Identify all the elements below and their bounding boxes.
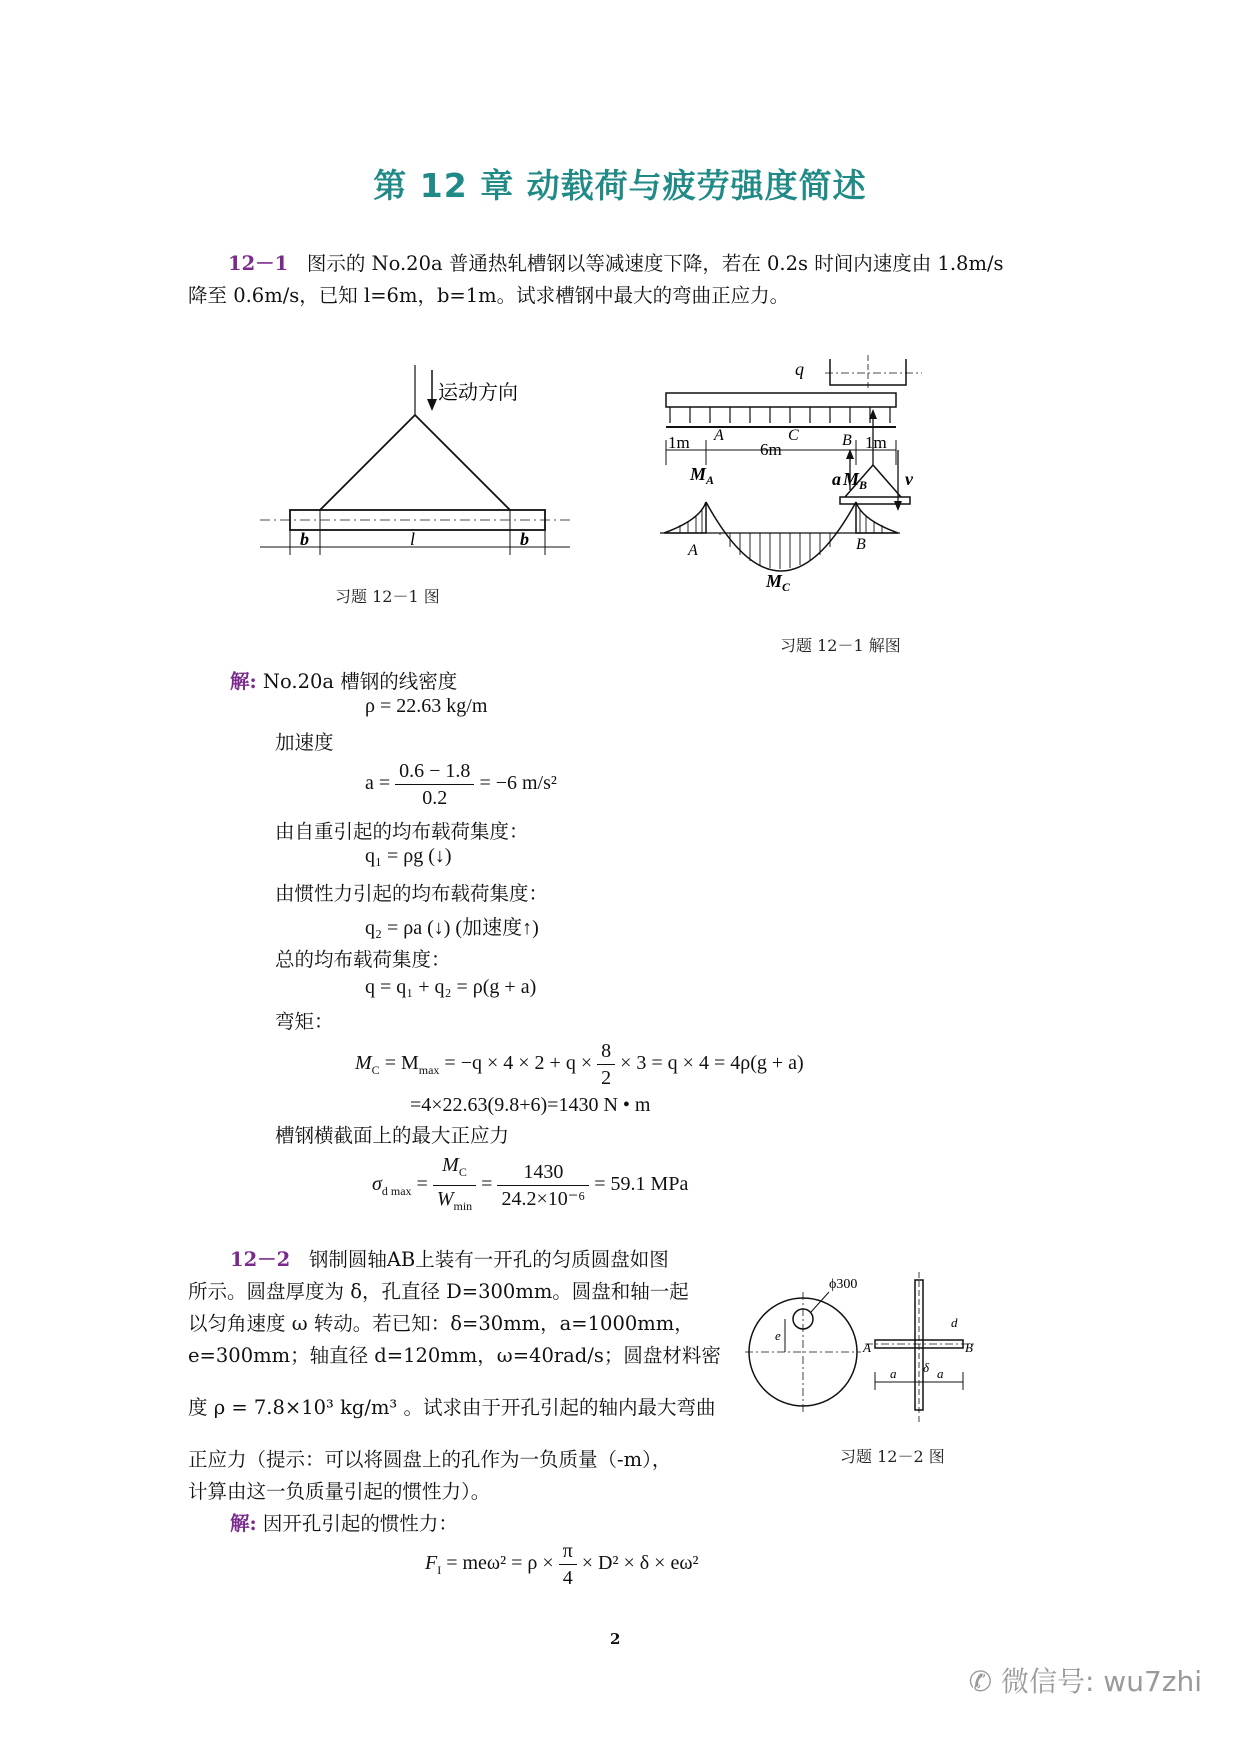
solution-text: 因开孔引起的惯性力： [262,1512,458,1535]
diagram-B: B [856,536,866,553]
dim-l: l [410,529,416,549]
problem-12-2-line5: 度 ρ = 7.8×10³ kg/m³ 。试求由于开孔引起的轴内最大弯曲 [188,1396,716,1419]
velocity-label: v [905,469,913,489]
problem-text: 图示的 No.20a 普通热轧槽钢以等减速度下降，若在 0.2s 时间内速度由 1.8m/s [306,252,1004,275]
dim-b-left: b [300,529,309,549]
eq-stress: $\sigma_{d max}$ = $\frac{M_C}{W_{min}}$ = $\frac{1430}{\text{24.2×10⁻⁶}}$ = 59.1 MPa [372,1154,689,1213]
figure-12-2-caption: 习题 12－2 图 [840,1447,945,1466]
dim-e: e [775,1328,781,1343]
solution-figure-12-1-caption: 习题 12－1 解图 [780,636,901,655]
moment-MC: $M_C$ [766,571,791,594]
dim-d: d [951,1315,958,1330]
watermark [969,1660,1202,1700]
moment-diagram-right [856,502,898,533]
dim-1m-left: 1m [668,433,690,452]
eq-inertia-force: $F_I = me\omega^2 = \rho$ × $\frac{\pi}{4}$ × D² × δ × eω² [425,1540,699,1589]
watermark-text: 微信号: wu7zhi [1000,1665,1202,1698]
moment-MB: $M_B$ [843,469,868,492]
diagram-A: A [688,542,698,559]
figure-12-1 [250,365,580,565]
page-title: 第 12 章 动载荷与疲劳强度简述 [373,166,867,205]
solution-label: 解: [230,1512,257,1535]
point-A: A [714,427,724,444]
dim-delta: δ [923,1360,930,1375]
moment-diagram-left [664,502,706,533]
load-q-label: q [795,359,804,379]
dim-a-left: a [890,1366,897,1381]
point-C: C [788,427,799,444]
problem-12-2-line3: 以匀角速度 ω 转动。若已知：δ=30mm，a=1000mm， [188,1312,694,1335]
solution-text: No.20a 槽钢的线密度 [262,670,458,693]
eq-moment-value: =4×22.63(9.8+6)=1430 N • m [410,1094,651,1116]
problem-number: 12－1 [228,252,289,275]
accel-label: a [832,469,841,489]
solution-12-1-intro [230,666,457,698]
moment-MA: $M_A$ [690,464,715,487]
solution-label: 解: [230,670,257,693]
dim-phi300: ϕ300 [829,1277,858,1292]
figure-12-1-caption: 习题 12－1 图 [335,587,440,606]
problem-12-1-line1 [228,248,1004,280]
eq-q1: q₁ = ρg (↓) [365,845,452,867]
figure-12-2 [745,1272,995,1432]
channel-section [830,359,906,385]
eq-q-total: q = q₁ + q₂ = ρ(g + a) [365,976,537,998]
problem-12-2-line1 [230,1244,669,1276]
eq-moment: $M_C = M_{max} = -q \times 4 \times 2 + q$ × $\frac{8}{2}$ × 3 = q × 4 = 4ρ(g + a) [355,1040,804,1089]
eq-q2: q₂ = ρa (↓) (加速度↑) [365,917,539,939]
solution-text-stress: 槽钢横截面上的最大正应力 [275,1124,510,1147]
dim-b-right: b [520,529,529,549]
motion-label: 运动方向 [438,382,518,404]
support-B: B [965,1340,973,1355]
solution-figure-12-1 [660,355,1040,605]
wechat-icon: ✆ [968,1665,993,1698]
problem-number: 12－2 [230,1248,291,1271]
problem-12-2-line4: e=300mm；轴直径 d=120mm，ω=40rad/s；圆盘材料密 [188,1344,721,1367]
problem-12-1-line2: 降至 0.6m/s，已知 l=6m，b=1m。试求槽钢中最大的弯曲正应力。 [188,284,790,307]
problem-12-2-line2: 所示。圆盘厚度为 δ，孔直径 D=300mm。圆盘和轴一起 [188,1280,689,1303]
problem-12-2-line6: 正应力（提示：可以将圆盘上的孔作为一负质量（-m）， [188,1448,672,1471]
solution-text-total: 总的均布载荷集度： [275,948,451,971]
dim-a-right: a [937,1366,944,1381]
solution-text-accel: 加速度 [275,731,334,754]
point-B: B [842,432,852,449]
eq-accel: a = $\frac{0.6 - 1.8}{0.2}$ = −6 m/s² [365,760,557,809]
support-A: A [863,1340,871,1355]
solution-12-2-intro [230,1508,458,1540]
solution-text-inertia: 由惯性力引起的均布载荷集度： [275,882,549,905]
dim-1m-right: 1m [865,433,887,452]
problem-12-2-line7: 计算由这一负质量引起的惯性力）。 [188,1480,491,1503]
solution-text-selfweight: 由自重引起的均布载荷集度： [275,820,529,843]
moment-diagram-middle [706,502,856,571]
eq-rho: ρ = 22.63 kg/m [365,695,488,717]
page-number: 2 [610,1630,621,1648]
dim-6m: 6m [760,440,782,459]
problem-text: 钢制圆轴AB上装有一开孔的匀质圆盘如图 [308,1248,669,1271]
solution-text-moment: 弯矩： [275,1010,334,1033]
